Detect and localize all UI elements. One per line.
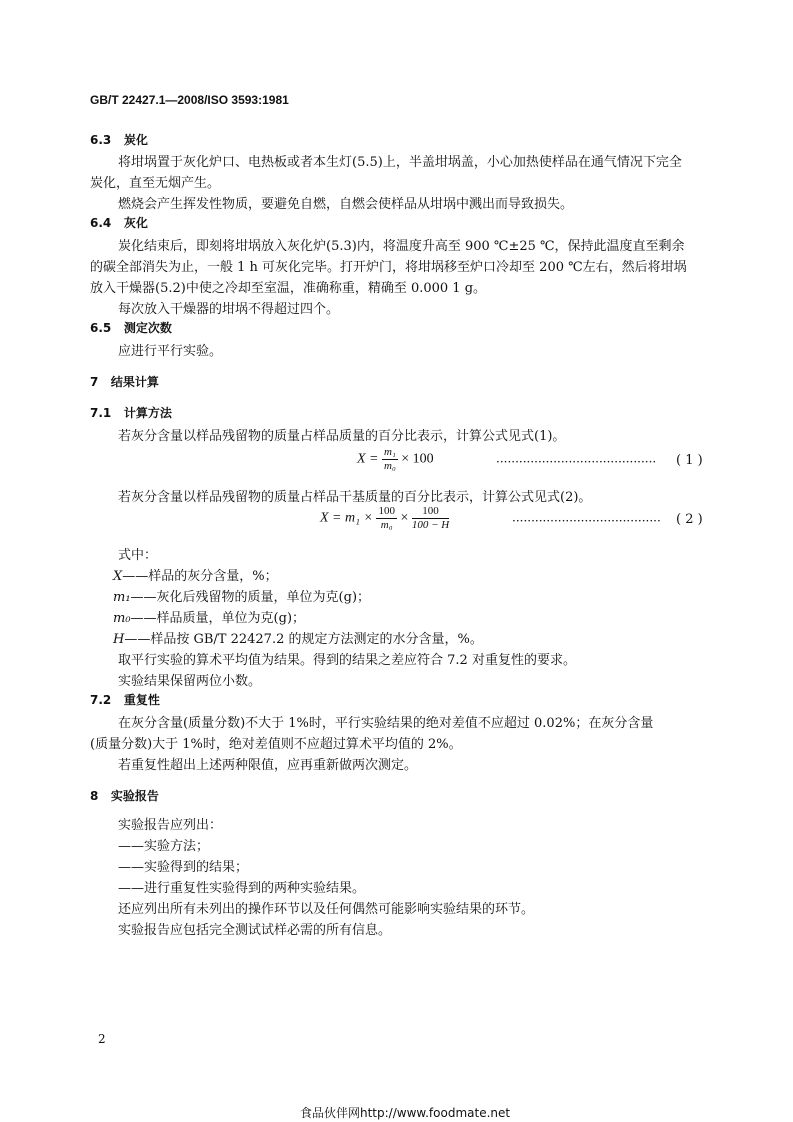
- formula-2-number: ( 2 ): [676, 512, 703, 527]
- paragraph-6-4-line2: 的碳全部消失为止，一般 1 h 可灰化完毕。打开炉门，将坩埚移至炉口冷却至 200 ℃左右，然后将坩埚: [90, 260, 687, 275]
- definition-symbol: X: [113, 569, 123, 584]
- paragraph-7-1-line3: 取平行实验的算术平均值为结果。得到的结果之差应符合 7.2 对重复性的要求。: [118, 653, 576, 668]
- page-number: 2: [98, 1032, 106, 1046]
- list-item: ——实验方法；: [118, 839, 210, 854]
- section-title: 计算方法: [123, 406, 172, 420]
- definition-symbol: m₁: [113, 590, 131, 605]
- paragraph-6-3-line1: 将坩埚置于灰化炉口、电热板或者本生灯(5.5)上，半盖坩埚盖，小心加热使样品在通气情况下完全: [118, 155, 682, 170]
- section-heading-8: [90, 787, 159, 804]
- section-number: 7.2: [90, 693, 112, 707]
- definition-item: [113, 586, 370, 605]
- list-item: ——实验得到的结果；: [118, 860, 249, 875]
- section-heading-7-2: [90, 691, 160, 708]
- formula-lhs: X =: [357, 451, 379, 467]
- section-number: 6.4: [90, 216, 112, 230]
- formula-1: [357, 446, 434, 473]
- document-header: GB/T 22427.1—2008/ISO 3593:1981: [90, 93, 289, 107]
- fraction-denominator: m₀: [384, 460, 396, 472]
- fraction-numerator: 100: [412, 505, 449, 519]
- formula-1-number: ( 1 ): [676, 453, 703, 468]
- formula-rest: × 100: [401, 451, 434, 467]
- definition-text: ——样品的灰分含量，%；: [122, 569, 278, 584]
- section-title: 重复性: [123, 693, 160, 707]
- section-title: 实验报告: [110, 789, 159, 803]
- paragraph-7-1-line1: 若灰分含量以样品残留物的质量占样品质量的百分比表示，计算公式见式(1)。: [118, 429, 566, 444]
- paragraph-6-4-line3: 放入干燥器(5.2)中使之冷却至室温，准确称重，精确至 0.000 1 g。: [90, 281, 487, 296]
- definition-symbol: H: [113, 632, 125, 647]
- section-heading-6-5: [90, 319, 172, 336]
- section-number: 6.3: [90, 133, 112, 147]
- fraction-denominator: 100 − H: [411, 519, 450, 531]
- formula-2-leader: ·······································: [512, 514, 661, 528]
- list-item: ——进行重复性实验得到的两种实验结果。: [118, 881, 366, 896]
- paragraph-8-intro: 实验报告应列出：: [118, 818, 223, 833]
- definition-symbol: m₀: [113, 611, 131, 626]
- section-number: 7.1: [90, 406, 112, 420]
- paragraph-8-line2: 还应列出所有未列出的操作环节以及任何偶然可能影响实验结果的环节。: [118, 902, 535, 917]
- paragraph-6-4-note: 每次放入干燥器的坩埚不得超过四个。: [118, 302, 340, 317]
- paragraph-6-4-line1: 炭化结束后，即刻将坩埚放入灰化炉(5.3)内，将温度升高至 900 ℃±25 ℃，保持此温度直至剩余: [118, 239, 685, 254]
- formula-lhs: X = m₁ ×: [320, 510, 373, 526]
- paragraph-6-3-note: 燃烧会产生挥发性物质，要避免自燃，自燃会使样品从坩埚中溅出而导致损失。: [118, 197, 574, 212]
- paragraph-7-1-line2: 若灰分含量以样品残留物的质量占样品干基质量的百分比表示，计算公式见式(2)。: [118, 490, 592, 505]
- definition-item: [113, 565, 278, 584]
- fraction-numerator: m₁: [384, 446, 396, 458]
- paragraph-7-2-line1: 在灰分含量(质量分数)不大于 1%时，平行实验结果的绝对差值不应超过 0.02%；在灰分含量: [118, 716, 654, 731]
- definition-text: ——样品按 GB/T 22427.2 的规定方法测定的水分含量，%。: [124, 632, 483, 647]
- fraction-numerator: 100: [378, 505, 395, 517]
- formula-1-leader: ··········································: [496, 455, 657, 469]
- paragraph-6-5: 应进行平行实验。: [118, 344, 223, 359]
- definition-text: ——样品质量，单位为克(g)；: [130, 611, 306, 626]
- paragraph-8-line3: 实验报告应包括完全测试试样必需的所有信息。: [118, 923, 392, 938]
- section-heading-6-3: [90, 131, 148, 148]
- paragraph-7-1-line4: 实验结果保留两位小数。: [118, 674, 262, 689]
- section-heading-6-4: [90, 214, 148, 231]
- definition-item: [113, 607, 305, 626]
- formula-fraction: [382, 446, 398, 473]
- definition-text: ——灰化后残留物的质量，单位为克(g)；: [130, 590, 371, 605]
- section-title: 测定次数: [123, 321, 172, 335]
- section-heading-7: [90, 373, 159, 390]
- section-number: 6.5: [90, 321, 112, 335]
- section-title: 灰化: [123, 216, 148, 230]
- section-title: 炭化: [123, 133, 148, 147]
- paragraph-7-2-line2: (质量分数)大于 1%时，绝对差值则不应超过算术平均值的 2%。: [90, 737, 462, 752]
- fraction-denominator: m₀: [380, 519, 393, 531]
- section-number: 7: [90, 375, 99, 389]
- formula-2: [320, 505, 449, 532]
- definition-item: [113, 628, 483, 647]
- formula-fraction-1: [376, 505, 397, 532]
- formula-times: ×: [400, 510, 409, 526]
- section-title: 结果计算: [110, 375, 159, 389]
- paragraph-6-3-line2: 炭化，直至无烟产生。: [90, 176, 221, 191]
- footer-watermark: 食品伙伴网http://www.foodmate.net: [300, 1106, 511, 1120]
- formula-fraction-2: [412, 505, 449, 532]
- section-heading-7-1: [90, 404, 172, 421]
- section-number: 8: [90, 789, 99, 803]
- where-label: 式中：: [118, 548, 158, 563]
- paragraph-7-2-line3: 若重复性超出上述两种限值，应再重新做两次测定。: [118, 758, 418, 773]
